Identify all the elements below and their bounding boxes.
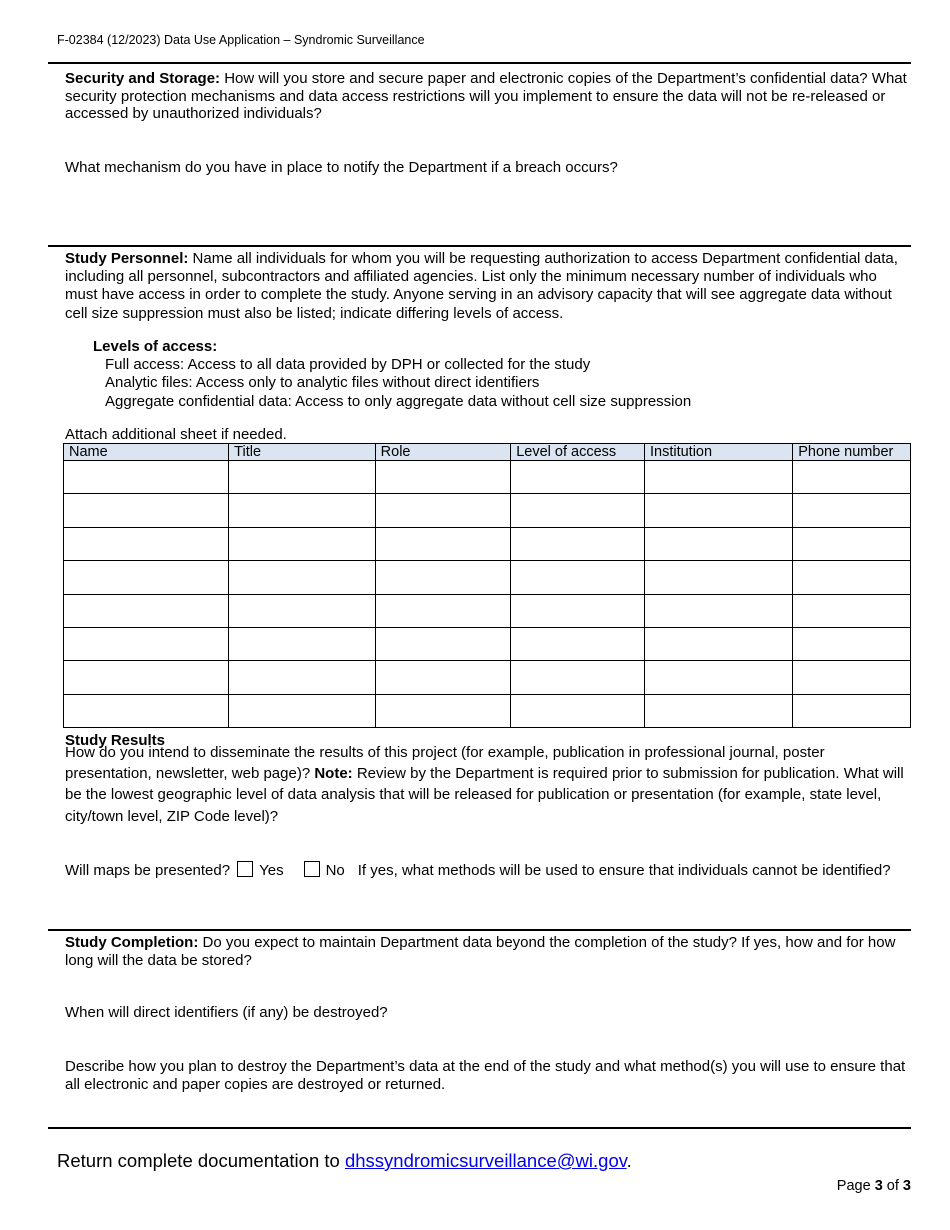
personnel-table-row: [64, 561, 911, 594]
email-link[interactable]: dhssyndromicsurveillance@wi.gov: [344, 1150, 627, 1171]
personnel-table-header-row: [64, 444, 911, 461]
level-item-aggregate-data: Aggregate confidential data: Access to only aggregate data without cell size suppression: [105, 392, 692, 410]
personnel-table-cell[interactable]: [645, 527, 793, 560]
personnel-table-cell[interactable]: [375, 661, 511, 694]
personnel-table-cell[interactable]: [645, 627, 793, 660]
level-item-full-access: Full access: Access to all data provided by DPH or collected for the study: [105, 356, 591, 373]
maps-question-line: [65, 860, 911, 882]
form-number-header: F-02384 (12/2023) Data Use Application – Syndromic Surveillance: [57, 33, 425, 47]
security-storage-question: How will you store and secure paper and electronic copies of the Department’s confidential data? What security protection mechanisms and data access restrictions will you implement to ensure the data will not be re-released or accessed by unauthorized individuals?: [65, 70, 907, 123]
section-divider: [48, 62, 911, 64]
personnel-table-cell[interactable]: [645, 694, 793, 727]
personnel-table-cell[interactable]: [793, 627, 911, 660]
footer-divider: [48, 1127, 911, 1129]
column-header-phone-number: Phone number: [793, 444, 911, 461]
personnel-table-row: [64, 461, 911, 494]
personnel-table-cell[interactable]: [645, 494, 793, 527]
personnel-table-cell[interactable]: [793, 461, 911, 494]
identifiers-destroyed-question: When will direct identifiers (if any) be destroyed?: [65, 1004, 388, 1021]
study-personnel-intro: Name all individuals for whom you will be requesting authorization to access Department confidential data, including all personnel, subcontractors and affiliated agencies. List only the minimum necessary number of individuals who must have access in order to complete the study. Anyone serving in an advisory capacity that will see aggregate data without cell size suppression must also be listed; indicate differing levels of access.: [65, 250, 898, 322]
personnel-table-cell[interactable]: [793, 594, 911, 627]
personnel-table-cell[interactable]: [64, 527, 229, 560]
results-note-label: Note:: [314, 765, 353, 783]
personnel-table-row: [64, 627, 911, 660]
destroy-data-question: Describe how you plan to destroy the Department’s data at the end of the study and what method(s) you will use to ensure that all electronic and paper copies are destroyed or returned.: [65, 1058, 906, 1093]
study-completion-section: [65, 934, 911, 969]
maps-no-checkbox[interactable]: [304, 861, 320, 877]
maps-yes-label: Yes: [259, 862, 284, 879]
personnel-table-cell[interactable]: [64, 694, 229, 727]
column-header-name: Name: [64, 444, 229, 461]
personnel-table-cell[interactable]: [793, 527, 911, 560]
personnel-table-row: [64, 694, 911, 727]
maps-question: Will maps be presented?: [65, 862, 231, 879]
personnel-table-cell[interactable]: [793, 661, 911, 694]
column-header-role: Role: [375, 444, 511, 461]
personnel-table-cell[interactable]: [229, 461, 376, 494]
study-personnel-label: Study Personnel:: [65, 250, 189, 267]
personnel-table-cell[interactable]: [375, 627, 511, 660]
column-header-institution: Institution: [645, 444, 793, 461]
maps-yes-checkbox[interactable]: [237, 861, 253, 877]
personnel-table-cell[interactable]: [229, 494, 376, 527]
personnel-table-cell[interactable]: [64, 661, 229, 694]
study-results-label: Study Results: [65, 732, 166, 749]
personnel-table-cell[interactable]: [511, 594, 645, 627]
personnel-table-cell[interactable]: [64, 627, 229, 660]
personnel-table-row: [64, 494, 911, 527]
column-header-level-of-access: Level of access: [511, 444, 645, 461]
personnel-table-row: [64, 527, 911, 560]
breach-question: What mechanism do you have in place to notify the Department if a breach occurs?: [65, 159, 618, 176]
section-divider: [48, 245, 911, 247]
personnel-table-cell[interactable]: [375, 461, 511, 494]
personnel-table-cell[interactable]: [229, 561, 376, 594]
personnel-table-cell[interactable]: [229, 527, 376, 560]
personnel-table-cell[interactable]: [229, 661, 376, 694]
study-completion-question: Do you expect to maintain Department data beyond the completion of the study? If yes, how and for how long will the data be stored?: [65, 934, 896, 969]
personnel-table-cell[interactable]: [793, 494, 911, 527]
maps-followup-question: If yes, what methods will be used to ensure that individuals cannot be identified?: [357, 862, 891, 879]
levels-of-access-list: [105, 356, 691, 411]
personnel-table-cell[interactable]: [375, 694, 511, 727]
personnel-table-cell[interactable]: [511, 527, 645, 560]
personnel-table-cell[interactable]: [229, 627, 376, 660]
level-item-analytic-files: Analytic files: Access only to analytic files without direct identifiers: [105, 374, 540, 392]
study-results-question: [65, 742, 915, 827]
return-instruction-period: .: [626, 1150, 632, 1171]
personnel-table-cell[interactable]: [375, 527, 511, 560]
personnel-table-cell[interactable]: [64, 461, 229, 494]
personnel-table: [63, 443, 911, 728]
personnel-table-body: [64, 461, 911, 728]
personnel-table-row: [64, 661, 911, 694]
personnel-table-cell[interactable]: [64, 494, 229, 527]
page-number-of: of: [882, 1178, 903, 1194]
page-number-current: 3: [874, 1178, 883, 1194]
maps-no-label: No: [325, 862, 345, 879]
section-divider: [48, 929, 911, 931]
personnel-table-cell[interactable]: [64, 594, 229, 627]
column-header-title: Title: [229, 444, 376, 461]
personnel-table-container: [63, 443, 911, 728]
personnel-table-cell[interactable]: [793, 561, 911, 594]
study-personnel-section: [65, 250, 911, 323]
personnel-table-cell[interactable]: [645, 561, 793, 594]
personnel-table-cell[interactable]: [645, 461, 793, 494]
personnel-table-cell[interactable]: [511, 661, 645, 694]
personnel-table-cell[interactable]: [229, 594, 376, 627]
security-storage-section: [65, 70, 911, 123]
personnel-table-cell[interactable]: [375, 494, 511, 527]
personnel-table-cell[interactable]: [511, 627, 645, 660]
results-question-part2: Review by the Department is required prior to submission for publication. What will be the lowest geographic level of data analysis that will be released for publication or presentation (for example, state level, city/town level, ZIP Code level)?: [65, 765, 904, 825]
return-instruction-text: Return complete documentation to: [57, 1150, 345, 1171]
page-number-total: 3: [902, 1178, 911, 1194]
page-number-prefix: Page: [836, 1178, 875, 1194]
study-completion-label: Study Completion:: [65, 934, 199, 951]
personnel-table-cell[interactable]: [793, 694, 911, 727]
return-instruction: [57, 1150, 632, 1172]
page-number: [0, 1178, 911, 1194]
personnel-table-cell[interactable]: [511, 694, 645, 727]
personnel-table-row: [64, 594, 911, 627]
personnel-table-cell[interactable]: [645, 594, 793, 627]
results-question-part1: How do you intend to disseminate the results of this project (for example, publication in professional journal, poster presentation, newsletter, web page)?: [65, 744, 825, 783]
attach-sheet-note: Attach additional sheet if needed.: [65, 426, 287, 443]
personnel-table-cell[interactable]: [229, 694, 376, 727]
personnel-table-cell[interactable]: [645, 661, 793, 694]
personnel-table-cell[interactable]: [511, 561, 645, 594]
personnel-table-cell[interactable]: [375, 561, 511, 594]
personnel-table-cell[interactable]: [64, 561, 229, 594]
security-storage-label: Security and Storage:: [65, 70, 221, 87]
personnel-table-cell[interactable]: [375, 594, 511, 627]
levels-of-access-label: Levels of access:: [93, 338, 218, 355]
personnel-table-cell[interactable]: [511, 494, 645, 527]
personnel-table-cell[interactable]: [511, 461, 645, 494]
